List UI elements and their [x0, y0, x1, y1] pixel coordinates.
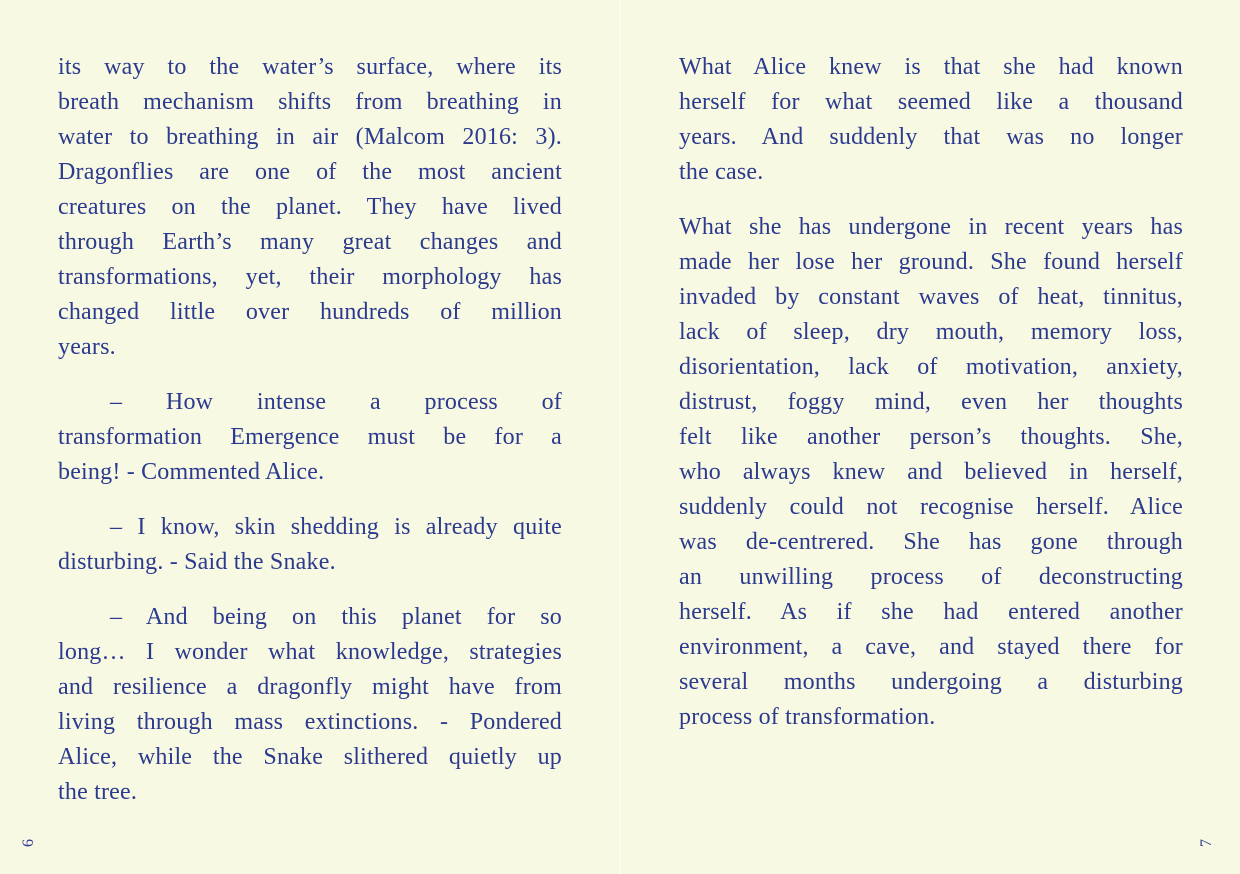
- text-line: What she has undergone in recent years has: [679, 214, 1183, 240]
- text-line: an unwilling process of deconstructing: [679, 564, 1183, 590]
- text-line: several months undergoing a disturbing: [679, 669, 1183, 695]
- text-line: transformations, yet, their morphology has: [58, 264, 562, 290]
- left-page-text-column: [58, 50, 562, 830]
- text-line: its way to the water’s surface, where its: [58, 54, 562, 80]
- paragraph: [679, 210, 1183, 735]
- text-line: What Alice knew is that she had known: [679, 54, 1183, 80]
- text-line: herself. As if she had entered another: [679, 599, 1183, 625]
- text-line: the case.: [679, 159, 764, 185]
- text-line: felt like another person’s thoughts. She,: [679, 424, 1183, 450]
- text-line: – I know, skin shedding is already quite: [110, 514, 562, 540]
- text-line: long… I wonder what knowledge, strategies: [58, 639, 562, 665]
- text-line: made her lose her ground. She found herself: [679, 249, 1183, 275]
- text-line: changed little over hundreds of million: [58, 299, 562, 325]
- text-line: Dragonflies are one of the most ancient: [58, 159, 562, 185]
- paragraph: [58, 600, 562, 810]
- paragraph: [679, 50, 1183, 190]
- text-line: process of transformation.: [679, 704, 936, 730]
- text-line: disturbing. - Said the Snake.: [58, 549, 336, 575]
- text-line: disorientation, lack of motivation, anxiety,: [679, 354, 1183, 380]
- text-line: water to breathing in air (Malcom 2016: 3).: [58, 124, 562, 150]
- text-line: years. And suddenly that was no longer: [679, 124, 1183, 150]
- text-line: the tree.: [58, 779, 138, 805]
- text-line: and resilience a dragonfly might have from: [58, 674, 562, 700]
- text-line: years.: [58, 334, 116, 360]
- text-line: who always knew and believed in herself,: [679, 459, 1183, 485]
- page-number-right: 7: [1198, 839, 1215, 847]
- text-line: breath mechanism shifts from breathing in: [58, 89, 562, 115]
- text-line: being! - Commented Alice.: [58, 459, 325, 485]
- text-line: herself for what seemed like a thousand: [679, 89, 1183, 115]
- text-line: was de-centrered. She has gone through: [679, 529, 1183, 555]
- text-line: transformation Emergence must be for a: [58, 424, 562, 450]
- text-line: invaded by constant waves of heat, tinnitus,: [679, 284, 1183, 310]
- text-line: lack of sleep, dry mouth, memory loss,: [679, 319, 1183, 345]
- text-line: creatures on the planet. They have lived: [58, 194, 562, 220]
- paragraph: [58, 385, 562, 490]
- right-page-text-column: [679, 50, 1183, 755]
- paragraph: [58, 510, 562, 580]
- text-line: suddenly could not recognise herself. Alice: [679, 494, 1183, 520]
- text-line: environment, a cave, and stayed there for: [679, 634, 1183, 660]
- text-line: Alice, while the Snake slithered quietly up: [58, 744, 562, 770]
- text-line: distrust, foggy mind, even her thoughts: [679, 389, 1183, 415]
- page-gutter-divider: [619, 0, 621, 874]
- page-number-left: 6: [20, 839, 37, 847]
- paragraph: [58, 50, 562, 365]
- text-line: – And being on this planet for so: [110, 604, 562, 630]
- text-line: through Earth’s many great changes and: [58, 229, 562, 255]
- text-line: living through mass extinctions. - Pondered: [58, 709, 562, 735]
- text-line: – How intense a process of: [110, 389, 562, 415]
